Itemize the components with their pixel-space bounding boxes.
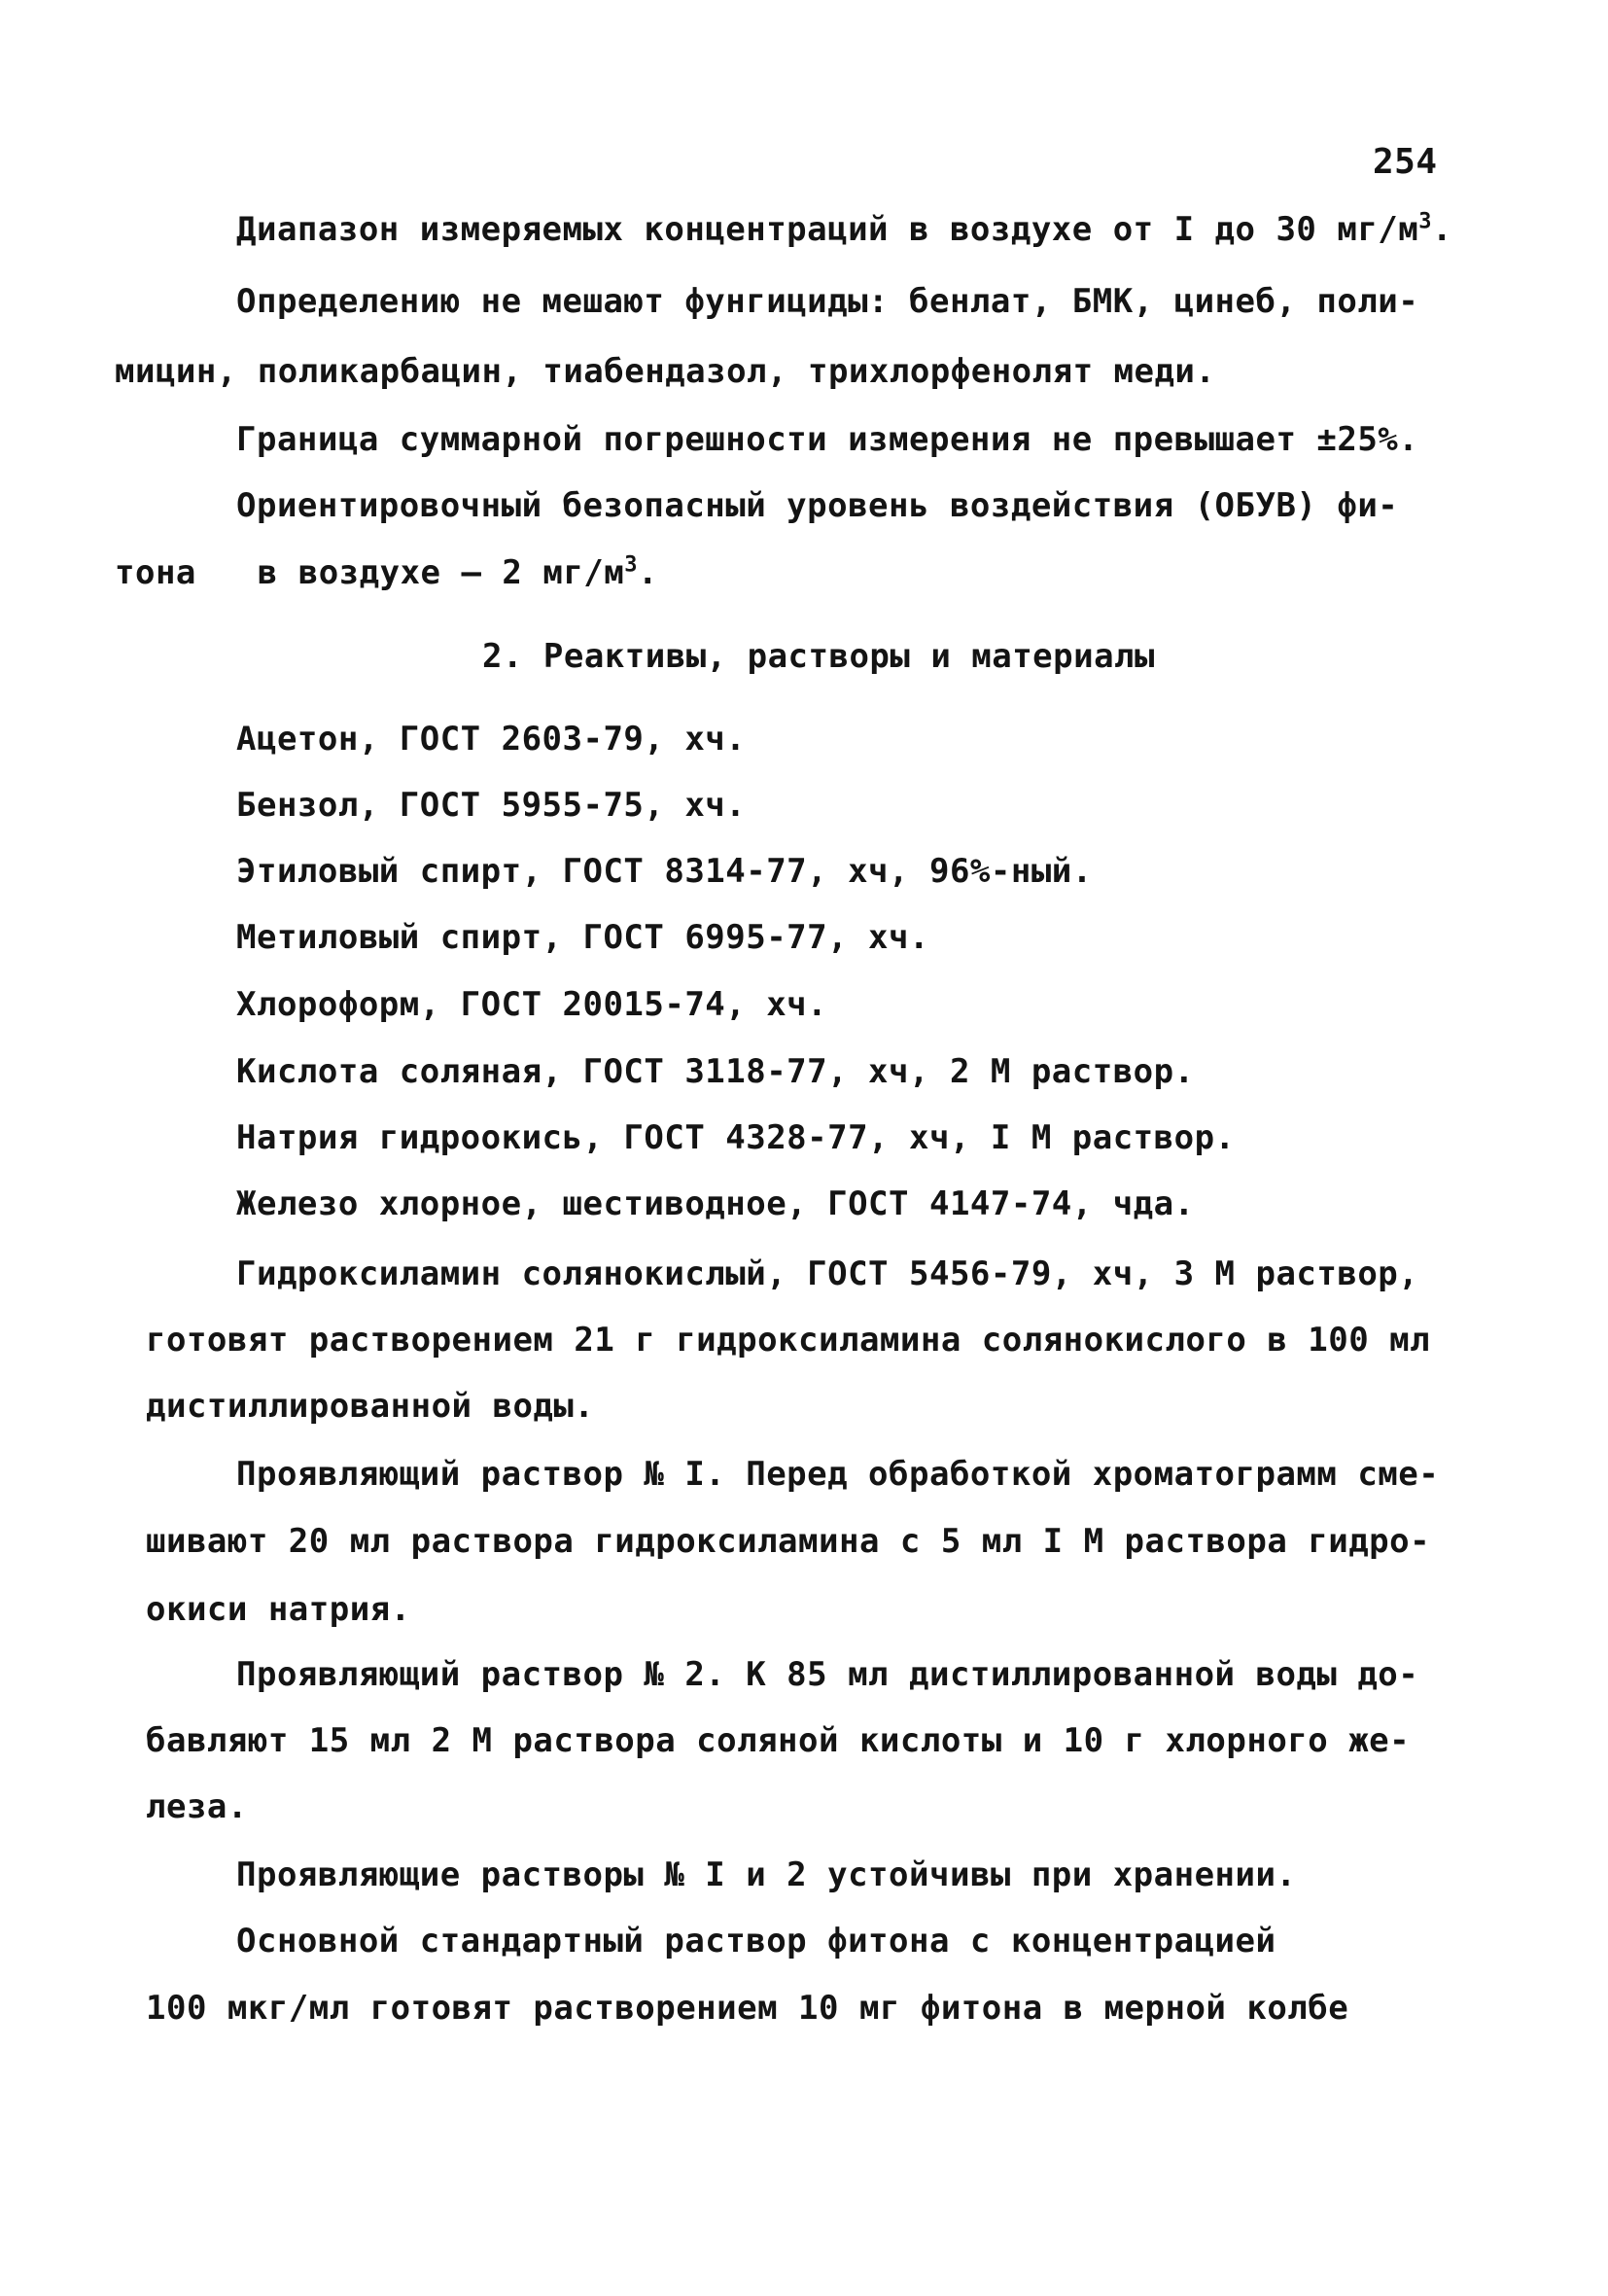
developer-1-line-2: шивают 20 мл раствора гидроксиламина с 5 мл I М раствора гидро- (146, 1522, 1431, 1561)
stability-line: Проявляющие растворы № I и 2 устойчивы при хранении. (236, 1855, 1297, 1894)
page-number: 254 (1373, 142, 1438, 182)
reagent-item: Кислота соляная, ГОСТ 3118-77, хч, 2 М раствор. (236, 1052, 1195, 1091)
developer-1-line-1: Проявляющий раствор № I. Перед обработкой хроматограмм сме- (236, 1455, 1440, 1494)
reagent-item: Этиловый спирт, ГОСТ 8314-77, хч, 96%-ный. (236, 852, 1093, 891)
section-heading: 2. Реактивы, растворы и материалы (482, 637, 1156, 676)
range-line (236, 210, 1452, 249)
reagent-item: Ацетон, ГОСТ 2603-79, хч. (236, 720, 747, 759)
reagent-item: Бензол, ГОСТ 5955-75, хч. (236, 786, 747, 825)
range-superscript: 3 (1418, 209, 1432, 234)
interference-line-1: Определению не мешают фунгициды: бенлат, БМК, цинеб, поли- (236, 282, 1419, 321)
obuv-period: . (638, 553, 658, 592)
reagent-item: Метиловый спирт, ГОСТ 6995-77, хч. (236, 918, 929, 957)
hydroxylamine-line-2: готовят растворением 21 г гидроксиламина солянокислого в 100 мл (146, 1321, 1431, 1360)
reagent-item: Натрия гидроокись, ГОСТ 4328-77, хч, I М раствор. (236, 1118, 1236, 1157)
developer-2-line-2: бавляют 15 мл 2 М раствора соляной кислоты и 10 г хлорного же- (146, 1721, 1411, 1760)
reagent-item: Железо хлорное, шестиводное, ГОСТ 4147-74, чда. (236, 1184, 1195, 1223)
range-text: Диапазон измеряемых концентраций в воздухе от I до 30 мг/м (236, 210, 1419, 249)
obuv-superscript: 3 (624, 552, 638, 578)
developer-2-line-3: леза. (146, 1787, 248, 1826)
developer-2-line-1: Проявляющий раствор № 2. К 85 мл дистиллированной воды до- (236, 1655, 1419, 1694)
interference-line-2: мицин, поликарбацин, тиабендазол, трихлорфенолят меди. (115, 352, 1216, 391)
standard-line-2: 100 мкг/мл готовят растворением 10 мг фитона в мерной колбе (146, 1989, 1349, 2028)
error-limit-line: Граница суммарной погрешности измерения не превышает ±25%. (236, 420, 1419, 459)
obuv-text: тона в воздухе – 2 мг/м (115, 553, 625, 592)
standard-line-1: Основной стандартный раствор фитона с концентрацией (236, 1922, 1276, 1960)
range-period: . (1432, 210, 1452, 249)
hydroxylamine-line-3: дистиллированной воды. (146, 1387, 595, 1426)
obuv-line-1: Ориентировочный безопасный уровень воздействия (ОБУВ) фи- (236, 486, 1399, 525)
hydroxylamine-line-1: Гидроксиламин солянокислый, ГОСТ 5456-79, хч, 3 М раствор, (236, 1254, 1419, 1293)
developer-1-line-3: окиси натрия. (146, 1590, 411, 1629)
reagent-item: Хлороформ, ГОСТ 20015-74, хч. (236, 985, 828, 1024)
obuv-line-2 (115, 553, 658, 592)
